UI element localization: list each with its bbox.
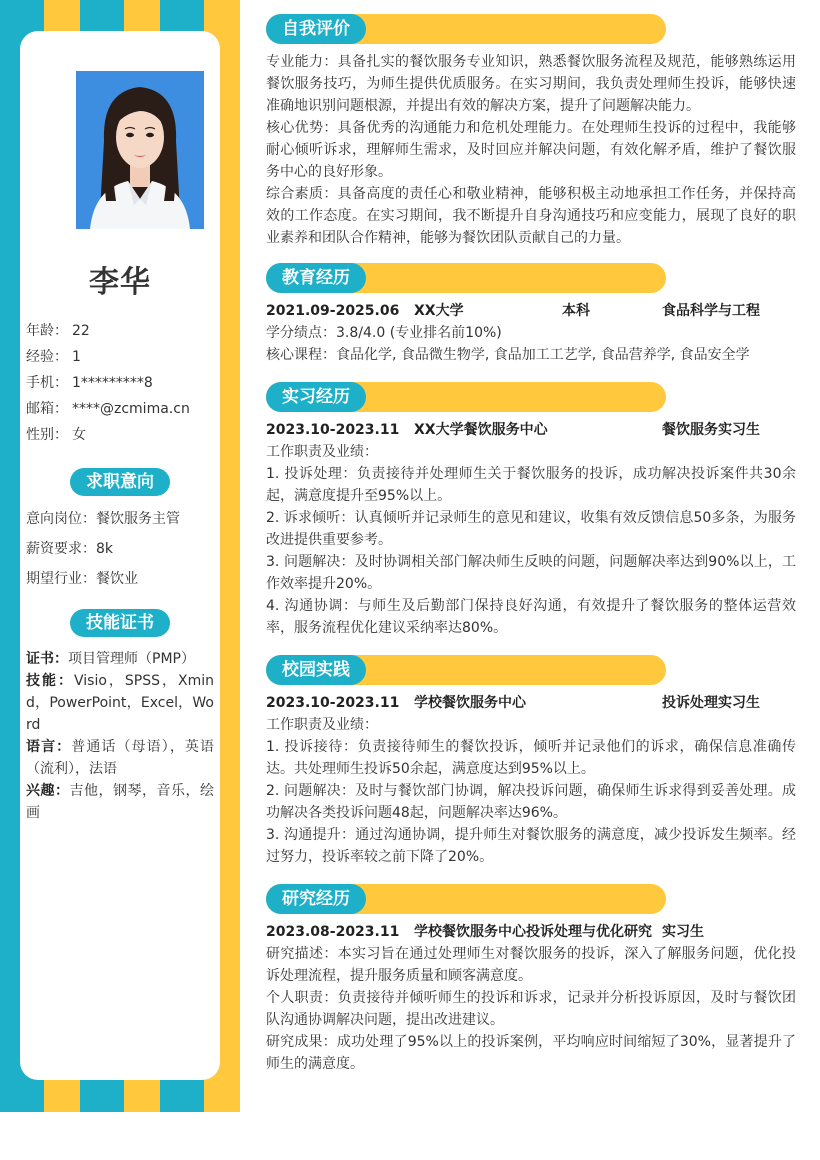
- internship-line: 工作职责及业绩：: [266, 444, 378, 460]
- research-row: [266, 921, 796, 943]
- job-intent-title: 求职意向: [70, 468, 170, 496]
- candidate-name: 李华: [89, 265, 151, 300]
- education-header: [266, 263, 666, 293]
- campus-line: 3. 沟通提升：通过沟通协调，提升师生对餐饮服务的满意度，减少投诉发生频率。经过努力，投诉率较之前下降了20%。: [266, 827, 796, 865]
- internship-title: 实习经历: [266, 382, 366, 412]
- internship-header: [266, 382, 666, 412]
- campus-org: 学校餐饮服务中心: [414, 695, 526, 711]
- self-eval-body: [266, 51, 796, 249]
- campus-row: [266, 692, 796, 714]
- skills-list: [26, 648, 214, 824]
- education-major: 食品科学与工程: [662, 303, 760, 319]
- profile-photo: [76, 71, 204, 229]
- internship-line: 3. 问题解决：及时协调相关部门解决师生反映的问题，问题解决率达到90%以上，工作效率提升20%。: [266, 554, 796, 592]
- campus-title: 校园实践: [266, 655, 366, 685]
- internship-line: 2. 诉求倾听：认真倾听并记录师生的意见和建议，收集有效反馈信息50多条，为服务改进提供重要参考。: [266, 510, 796, 548]
- internship-line: 4. 沟通协调：与师生及后勤部门保持良好沟通，有效提升了餐饮服务的整体运营效率，服务流程优化建议采纳率达80%。: [266, 598, 796, 636]
- sidebar-card: [20, 31, 220, 1080]
- education-courses: 核心课程：食品化学, 食品微生物学, 食品加工工艺学, 食品营养学, 食品安全学: [266, 347, 750, 363]
- intent-position: 意向岗位：餐饮服务主管: [26, 511, 180, 527]
- skills-title: 技能证书: [70, 609, 170, 637]
- self-eval-paragraph: 综合素质：具备高度的责任心和敬业精神，能够积极主动地承担工作任务，并保持高效的工作态度。在实习期间，我不断提升自身沟通技巧和应变能力，展现了良好的职业素养和团队合作精神，能够为餐饮团队贡献自己的力量。: [266, 186, 796, 246]
- info-phone: 手机： 1*********8: [26, 375, 153, 391]
- info-experience: 经验： 1: [26, 349, 81, 365]
- research-header: [266, 884, 666, 914]
- education-period: 2021.09-2025.06: [266, 303, 400, 319]
- research-period: 2023.08-2023.11: [266, 924, 400, 940]
- research-project: 学校餐饮服务中心投诉处理与优化研究: [414, 924, 652, 940]
- campus-body: [266, 692, 796, 868]
- campus-role: 投诉处理实习生: [662, 695, 760, 711]
- info-age: 年龄： 22: [26, 323, 90, 339]
- campus-header: [266, 655, 666, 685]
- research-title: 研究经历: [266, 884, 366, 914]
- self-eval-paragraph: 专业能力：具备扎实的餐饮服务专业知识，熟悉餐饮服务流程及规范，能够熟练运用餐饮服务技巧，为师生提供优质服务。在实习期间，我负责处理师生投诉，能够快速准确地识别问题根源，并提出有效的解决方案，提升了问题解决能力。: [266, 54, 796, 114]
- info-email: 邮箱： ****@zcmima.cn: [26, 401, 190, 417]
- skill-software: 技能：Visio，SPSS，Xmind，PowerPoint，Excel，Word: [26, 673, 214, 733]
- internship-org: XX大学餐饮服务中心: [414, 422, 548, 438]
- intent-industry: 期望行业：餐饮业: [26, 571, 138, 587]
- internship-role: 餐饮服务实习生: [662, 422, 760, 438]
- campus-line: 2. 问题解决：及时与餐饮部门协调，解决投诉问题，确保师生诉求得到妥善处理。成功解决各类投诉问题48起，问题解决率达96%。: [266, 783, 796, 821]
- self-eval-title: 自我评价: [266, 14, 366, 44]
- internship-period: 2023.10-2023.11: [266, 422, 400, 438]
- campus-line: 1. 投诉接待：负责接待师生的餐饮投诉，倾听并记录他们的诉求，确保信息准确传达。共处理师生投诉50余起，满意度达到95%以上。: [266, 739, 796, 777]
- self-eval-paragraph: 核心优势：具备优秀的沟通能力和危机处理能力。在处理师生投诉的过程中，我能够耐心倾听诉求，理解师生需求，及时回应并解决问题，有效化解矛盾，维护了餐饮服务中心的良好形象。: [266, 120, 796, 180]
- education-degree: 本科: [562, 303, 590, 319]
- campus-period: 2023.10-2023.11: [266, 695, 400, 711]
- job-intent-list: [26, 509, 216, 599]
- education-title: 教育经历: [266, 263, 366, 293]
- campus-line: 工作职责及业绩：: [266, 717, 378, 733]
- research-role: 实习生: [662, 924, 704, 940]
- self-eval-header: [266, 14, 666, 44]
- internship-line: 1. 投诉处理：负责接待并处理师生关于餐饮服务的投诉，成功解决投诉案件共30余起，满意度提升至95%以上。: [266, 466, 796, 504]
- skill-language: 语言：普通话（母语），英语（流利），法语: [26, 739, 214, 777]
- research-line: 研究描述：本实习旨在通过处理师生对餐饮服务的投诉，深入了解服务问题，优化投诉处理流程，提升服务质量和顾客满意度。: [266, 946, 796, 984]
- info-gender: 性别： 女: [26, 427, 86, 443]
- education-gpa: 学分绩点：3.8/4.0 (专业排名前10%): [266, 325, 502, 341]
- research-line: 研究成果：成功处理了95%以上的投诉案例，平均响应时间缩短了30%，显著提升了师生的满意度。: [266, 1034, 796, 1072]
- education-row: [266, 300, 796, 322]
- research-body: [266, 921, 796, 1075]
- research-line: 个人职责：负责接待并倾听师生的投诉和诉求，记录并分析投诉原因，及时与餐饮团队沟通协调解决问题，提出改进建议。: [266, 990, 796, 1028]
- basic-info-list: [26, 321, 216, 451]
- internship-row: [266, 419, 796, 441]
- education-body: [266, 300, 796, 366]
- intent-salary: 薪资要求：8k: [26, 541, 114, 557]
- internship-body: [266, 419, 796, 639]
- skill-certificate: 证书：项目管理师（PMP）: [26, 651, 195, 667]
- education-school: XX大学: [414, 303, 464, 319]
- skill-hobby: 兴趣：吉他，钢琴，音乐，绘画: [26, 783, 214, 821]
